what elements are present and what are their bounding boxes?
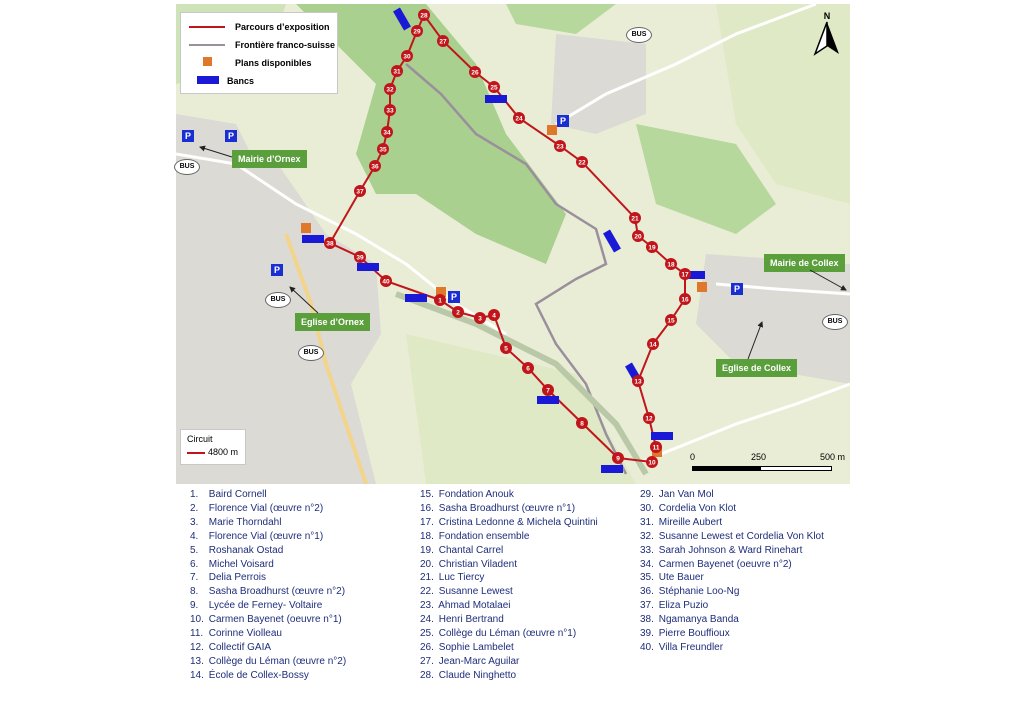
artist-name: Cordelia Von Klot (656, 502, 737, 514)
route-stop-number: 37 (356, 188, 364, 196)
parking-icon: P (731, 283, 743, 295)
route-stop-number: 23 (556, 143, 564, 151)
route-stop-number: 28 (420, 12, 428, 20)
artist-number: 24. (420, 614, 434, 626)
artist-number: 20. (420, 558, 434, 570)
artist-number: 21. (420, 572, 434, 584)
artist-list-item (420, 627, 598, 641)
route-stop-number: 2 (456, 309, 460, 317)
artist-list-item (190, 613, 346, 627)
artist-number: 19. (420, 544, 434, 556)
artist-number: 31. (640, 516, 654, 528)
route-stop-number: 40 (382, 278, 390, 286)
artist-number: 35. (640, 572, 654, 584)
artist-list-item (640, 530, 824, 544)
artist-list-item (640, 613, 824, 627)
artist-list-item (420, 502, 598, 516)
artist-name: Sasha Broadhurst (œuvre n°1) (436, 502, 576, 514)
artist-name: Ahmad Motalaei (436, 600, 511, 612)
artist-number: 22. (420, 586, 434, 598)
circuit-legend (180, 429, 246, 465)
artist-list-item (420, 641, 598, 655)
route-stop-number: 19 (648, 244, 656, 252)
artist-name: Lycée de Ferney- Voltaire (206, 600, 323, 612)
artist-list-item (190, 544, 346, 558)
artist-name: Susanne Lewest et Cordelia Von Klot (656, 530, 824, 542)
artist-name: Jean-Marc Aguilar (436, 655, 520, 667)
artist-name: Sophie Lambelet (436, 641, 514, 653)
artist-name: Eliza Puzio (656, 600, 709, 612)
route-stop-number: 4 (492, 312, 496, 320)
artist-list-column-1 (190, 488, 346, 683)
bus-stop-icon: BUS (822, 314, 848, 330)
artist-list-item (640, 544, 824, 558)
artist-list-column-2 (420, 488, 598, 683)
parking-icon: P (271, 264, 283, 276)
artist-name: Roshanak Ostad (206, 544, 284, 556)
route-stop-number: 7 (546, 387, 550, 395)
artist-name: Michel Voisard (206, 558, 274, 570)
artist-list-item (190, 502, 346, 516)
artist-list-item (420, 571, 598, 585)
artist-list-item (190, 655, 346, 669)
artist-number: 17. (420, 516, 434, 528)
scale-label-mid: 250 (751, 452, 767, 462)
artist-list-item (640, 558, 824, 572)
artist-number: 13. (190, 655, 204, 667)
route-stop-number: 39 (356, 254, 364, 262)
route-stop-number: 3 (478, 315, 482, 323)
scale-segment-white (760, 466, 832, 471)
artist-list-item (190, 558, 346, 572)
artist-name: Luc Tiercy (436, 572, 485, 584)
route-stop-number: 29 (413, 28, 421, 36)
bus-stop-icon: BUS (174, 159, 200, 175)
arrow-mairie-collex (810, 270, 846, 290)
artist-number: 14. (190, 669, 204, 681)
artist-number: 16. (420, 502, 434, 514)
artist-name: Cristina Ledonne & Michela Quintini (436, 516, 598, 528)
bus-stop-icon: BUS (265, 292, 291, 308)
circuit-length: 4800 m (208, 447, 239, 457)
artist-list-item (190, 641, 346, 655)
artist-number: 9. (190, 600, 199, 612)
artist-list-item (640, 585, 824, 599)
artist-number: 32. (640, 530, 654, 542)
route-stop-number: 34 (383, 129, 391, 137)
route-stop-number: 15 (667, 317, 675, 325)
artist-number: 5. (190, 544, 199, 556)
artist-name: Baird Cornell (206, 489, 267, 500)
artist-list-item (190, 516, 346, 530)
artist-list-column-3 (640, 488, 824, 655)
artist-name: Ute Bauer (656, 572, 704, 584)
legend-route-label: Parcours d’exposition (235, 22, 330, 32)
scale-label-zero: 0 (690, 452, 696, 462)
artist-number: 26. (420, 641, 434, 653)
route-stop-number: 22 (578, 159, 586, 167)
route-stop-number: 24 (515, 115, 523, 123)
artist-number: 36. (640, 586, 654, 598)
artist-list-item (640, 488, 824, 502)
artist-list-item (420, 558, 598, 572)
artist-number: 38. (640, 614, 654, 626)
artist-name: Pierre Bouffioux (656, 628, 730, 640)
route-stop-number: 9 (616, 455, 620, 463)
arrow-eglise-ornex (290, 287, 318, 313)
circuit-line-symbol (187, 450, 205, 456)
route-stop-number: 27 (439, 38, 447, 46)
artist-name: Corinne Violleau (206, 628, 282, 640)
artist-number: 11. (190, 628, 204, 640)
artist-name: Marie Thorndahl (206, 516, 282, 528)
artist-list-item (420, 544, 598, 558)
artist-name: Villa Freundler (656, 641, 724, 653)
artist-number: 12. (190, 641, 204, 653)
parking-icon: P (448, 291, 460, 303)
artist-number: 8. (190, 586, 199, 598)
artist-list-item (420, 530, 598, 544)
route-stop-number: 31 (393, 68, 401, 76)
artist-name: Stéphanie Loo-Ng (656, 586, 740, 598)
artist-number: 40. (640, 641, 654, 653)
artist-name: Collège du Léman (œuvre n°2) (206, 655, 347, 667)
route-stop-number: 32 (386, 86, 394, 94)
artist-number: 15. (420, 489, 434, 500)
artist-list-item (640, 502, 824, 516)
artist-name: Florence Vial (œuvre n°2) (206, 502, 324, 514)
artist-name: Fondation Anouk (436, 489, 514, 500)
route-stop-number: 25 (490, 84, 498, 92)
place-label-mairie-collex: Mairie de Collex (764, 254, 845, 272)
artist-list-item (190, 669, 346, 683)
legend-border-label: Frontière franco-suisse (235, 40, 336, 50)
artist-number: 25. (420, 628, 434, 640)
artist-name: Henri Bertrand (436, 614, 504, 626)
artist-name: Delia Perrois (206, 572, 267, 584)
place-label-eglise-collex: Eglise de Collex (716, 359, 797, 377)
artist-number: 3. (190, 516, 199, 528)
artist-name: Collectif GAIA (206, 641, 272, 653)
route-stop-number: 35 (379, 146, 387, 154)
artist-number: 7. (190, 572, 199, 584)
bus-stop-icon: BUS (626, 27, 652, 43)
artist-list-item (640, 516, 824, 530)
artist-name: École de Collex-Bossy (206, 669, 309, 681)
route-stop-number: 30 (403, 53, 411, 61)
artist-number: 34. (640, 558, 654, 570)
arrow-eglise-collex (748, 322, 762, 359)
artist-list-item (190, 599, 346, 613)
bus-stop-icon: BUS (298, 345, 324, 361)
place-label-mairie-ornex: Mairie d’Ornex (232, 150, 307, 168)
artist-number: 18. (420, 530, 434, 542)
parking-icon: P (182, 130, 194, 142)
artist-number: 4. (190, 530, 199, 542)
parking-icon: P (225, 130, 237, 142)
artist-number: 39. (640, 628, 654, 640)
artist-name: Collège du Léman (œuvre n°1) (436, 628, 577, 640)
scale-bar (690, 452, 850, 482)
artist-list-item (190, 488, 346, 502)
route-stop-number: 33 (386, 107, 394, 115)
route-stop-number: 11 (652, 444, 660, 452)
artist-list-item (640, 627, 824, 641)
place-label-eglise-ornex: Eglise d’Ornex (295, 313, 370, 331)
artist-name: Mireille Aubert (656, 516, 723, 528)
route-stop-number: 26 (471, 69, 479, 77)
artist-name: Sasha Broadhurst (œuvre n°2) (206, 586, 346, 598)
artist-number: 1. (190, 489, 199, 500)
artist-name: Sarah Johnson & Ward Rinehart (656, 544, 803, 556)
parking-icon: P (557, 115, 569, 127)
artist-name: Christian Viladent (436, 558, 517, 570)
artist-number: 37. (640, 600, 654, 612)
artist-name: Susanne Lewest (436, 586, 513, 598)
artist-name: Florence Vial (œuvre n°1) (206, 530, 324, 542)
artist-list-item (420, 599, 598, 613)
legend-benches-label: Bancs (227, 76, 255, 86)
artist-list-item (190, 530, 346, 544)
arrow-mairie-ornex (200, 147, 232, 157)
artist-number: 28. (420, 669, 434, 681)
route-stop-number: 10 (648, 459, 656, 467)
artist-list-item (190, 585, 346, 599)
artist-name: Fondation ensemble (436, 530, 530, 542)
artist-number: 33. (640, 544, 654, 556)
artist-name: Ngamanya Banda (656, 614, 739, 626)
artist-number: 2. (190, 502, 199, 514)
route-stop-number: 18 (667, 261, 675, 269)
route-stop-number: 1 (438, 297, 442, 305)
artist-list-item (420, 613, 598, 627)
artist-number: 23. (420, 600, 434, 612)
artist-list-item (190, 627, 346, 641)
artist-name: Carmen Bayenet (oeuvre n°2) (656, 558, 792, 570)
artist-name: Carmen Bayenet (oeuvre n°1) (206, 614, 342, 626)
artist-list-item (420, 669, 598, 683)
artist-name: Jan Van Mol (656, 489, 714, 500)
artist-list-item (640, 571, 824, 585)
route-stop-number: 16 (681, 296, 689, 304)
route-stop-number: 20 (634, 233, 642, 241)
artist-number: 27. (420, 655, 434, 667)
artist-list-item (640, 641, 824, 655)
artist-list-item (640, 599, 824, 613)
artist-number: 29. (640, 489, 654, 500)
scale-label-end: 500 m (820, 452, 846, 462)
artist-name: Claude Ninghetto (436, 669, 517, 681)
circuit-title: Circuit (187, 434, 213, 444)
route-stop-number: 17 (681, 271, 689, 279)
artist-list-item (420, 516, 598, 530)
artist-number: 10. (190, 614, 204, 626)
route-stop-number: 6 (526, 365, 530, 373)
route-stop-number: 14 (649, 341, 657, 349)
route-stop-number: 5 (504, 345, 508, 353)
artist-name: Chantal Carrel (436, 544, 504, 556)
route-stop-number: 13 (634, 378, 642, 386)
legend-plans-label: Plans disponibles (235, 58, 312, 68)
route-stop-number: 36 (371, 163, 379, 171)
route-stop-number: 21 (631, 215, 639, 223)
route-stop-number: 38 (326, 240, 334, 248)
artist-list-item (190, 571, 346, 585)
artist-number: 30. (640, 502, 654, 514)
scale-segment-black (692, 466, 760, 471)
artist-list-item (420, 488, 598, 502)
route-stop-number: 12 (645, 415, 653, 423)
artist-list-item (420, 655, 598, 669)
north-letter: N (823, 11, 831, 21)
route-stop-number: 8 (580, 420, 584, 428)
artist-list-item (420, 585, 598, 599)
artist-number: 6. (190, 558, 199, 570)
